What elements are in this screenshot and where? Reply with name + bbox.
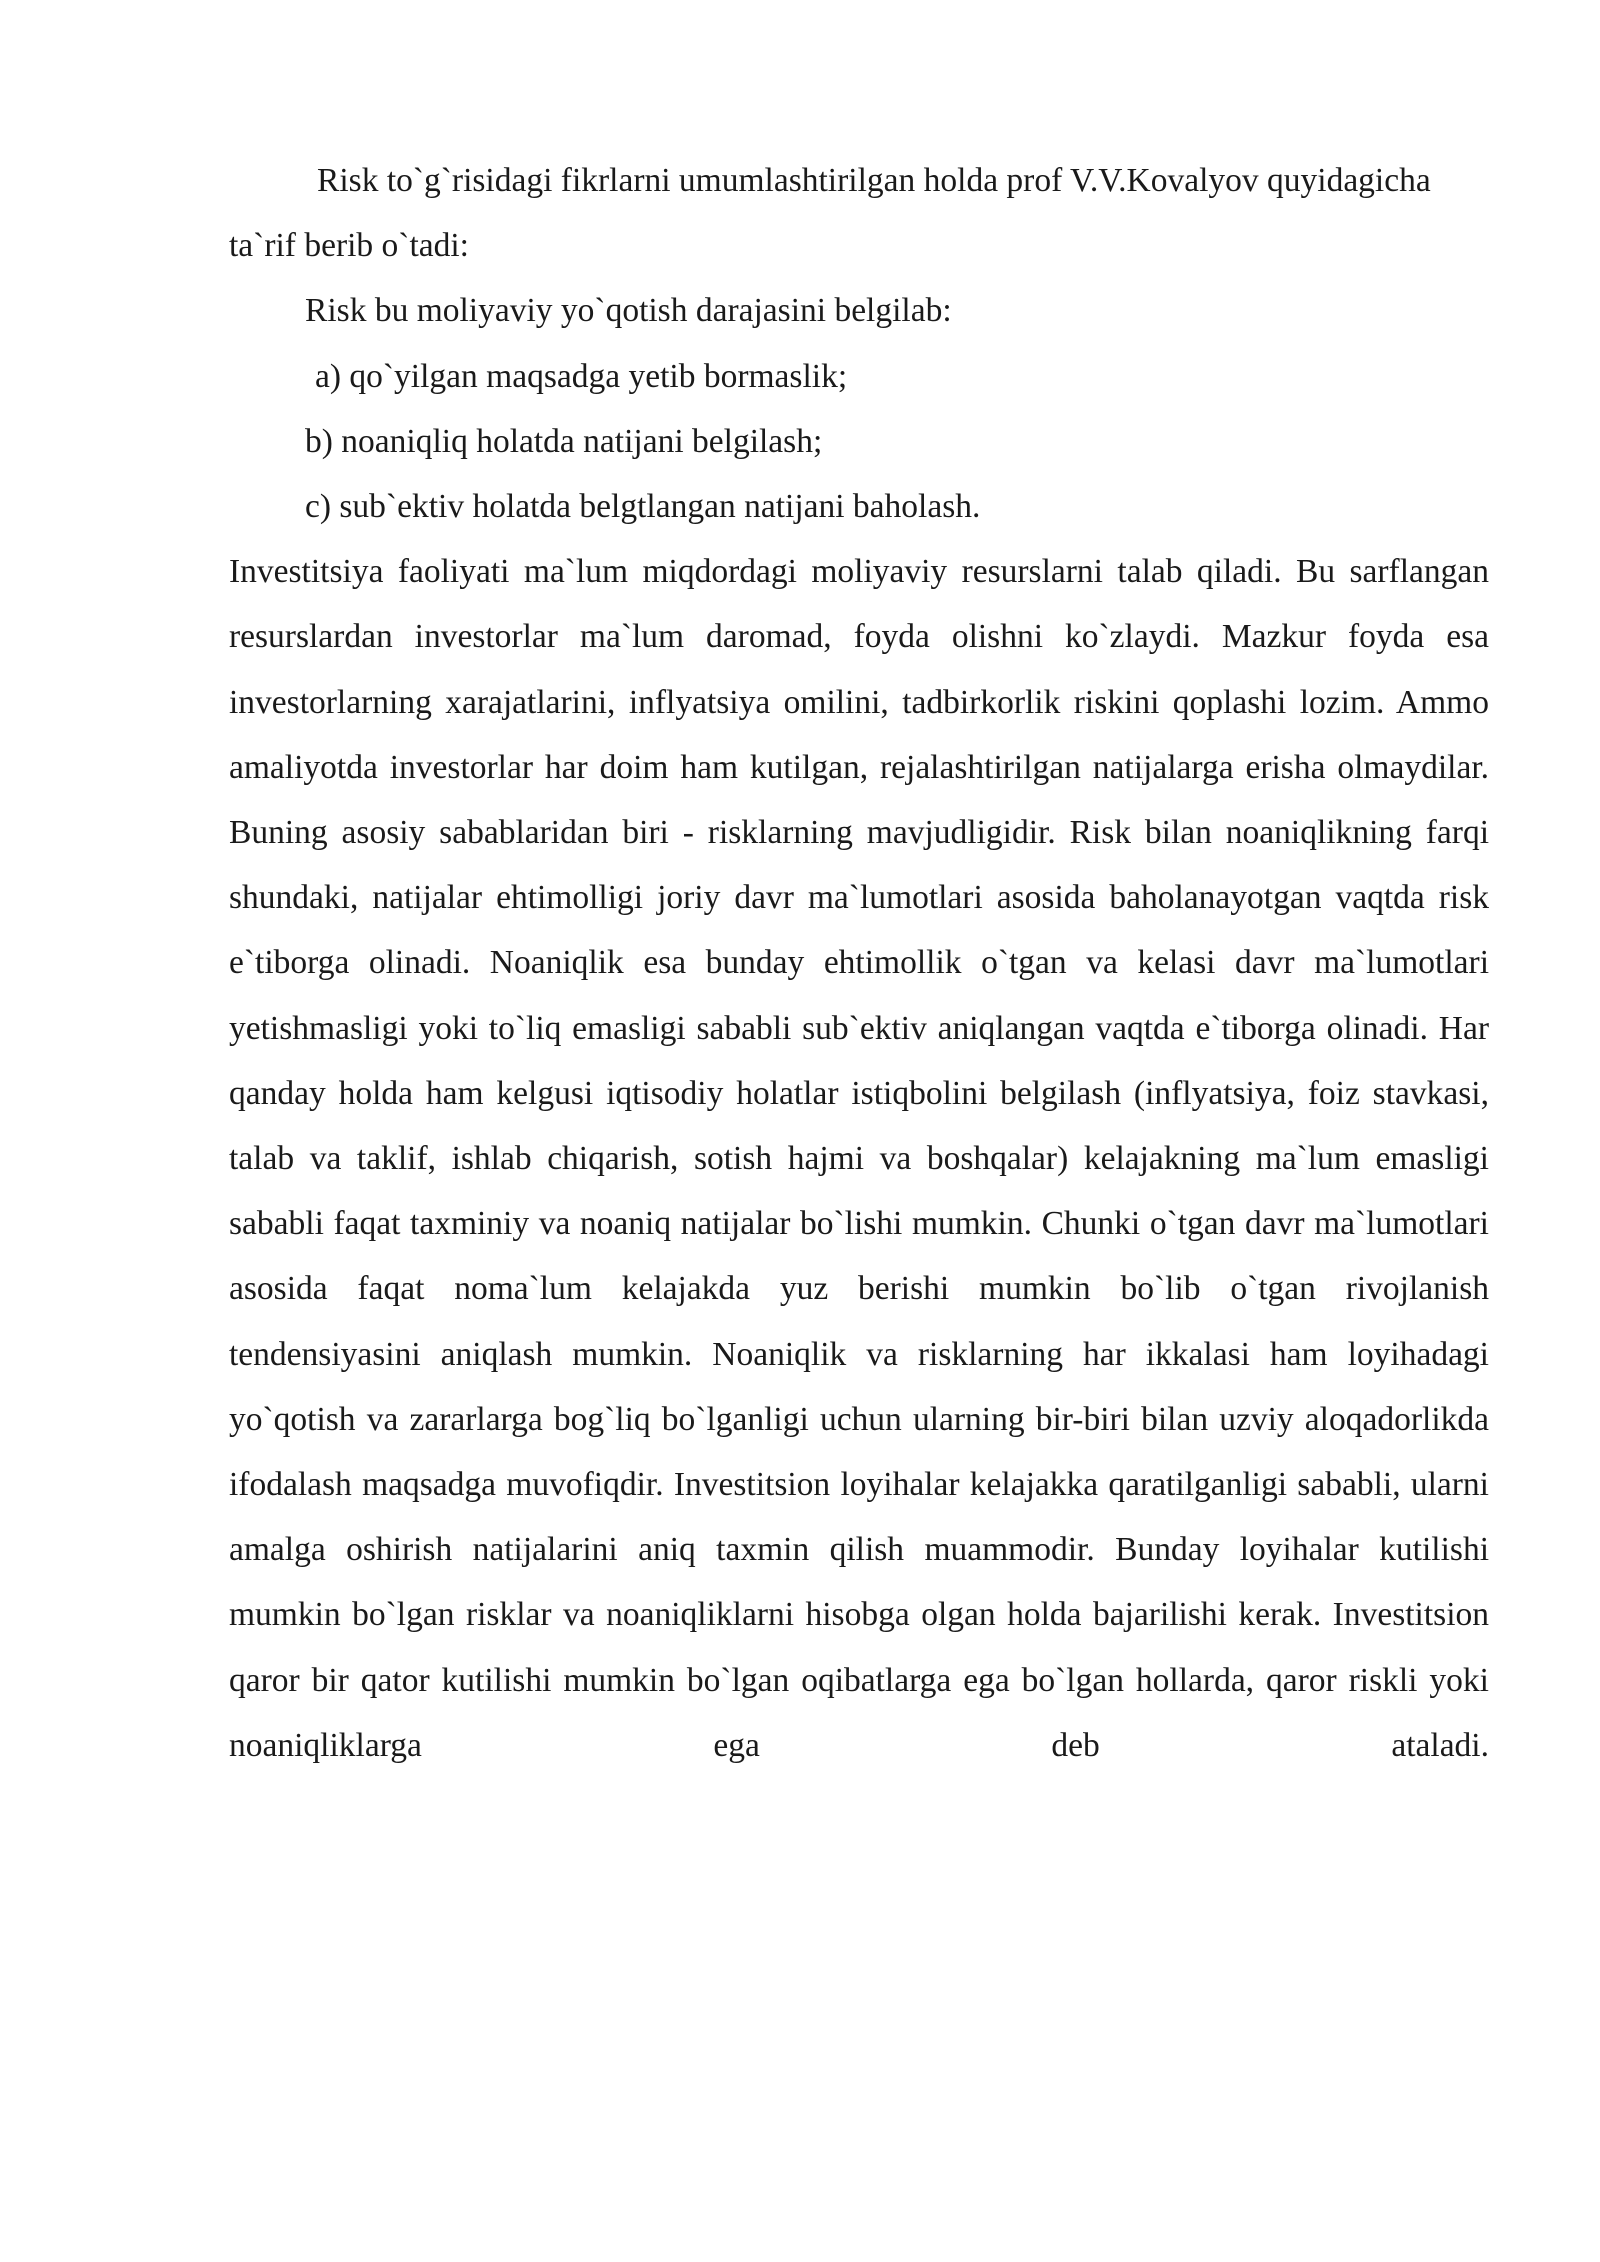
definition-item-c: c) sub`ektiv holatda belgtlangan natijani baholash. <box>305 488 981 526</box>
definition-item-b: b) noaniqliq holatda natijani belgilash; <box>305 422 823 460</box>
document-page <box>229 148 1489 1778</box>
definition-lead: Risk bu moliyaviy yo`qotish darajasini belgilab: <box>305 292 952 330</box>
definition-item-a: a) qo`yilgan maqsadga yetib bormaslik; <box>315 357 848 395</box>
intro-paragraph: Risk to`g`risidagi fikrlarni umumlashtirilgan holda prof V.V.Kovalyov quyidagicha ta`rif berib o`tadi: <box>229 162 1431 265</box>
body-paragraph: Investitsiya faoliyati ma`lum miqdordagi moliyaviy resurslarni talab qiladi. Bu sarflangan resurslardan investorlar ma`lum daromad, foyda olishni ko`zlaydi. Mazkur foyda esa investorlarning xarajatlarini, inflyatsiya omilini, tadbirkorlik riskini qoplashi lozim. Ammo amaliyotda investorlar har doim ham kutilgan, rejalashtirilgan natijalarga erisha olmaydilar. Buning asosiy sabablaridan biri - risklarning mavjudligidir. Risk bilan noaniqlikning farqi shundaki, natijalar ehtimolligi joriy davr ma`lumotlari asosida baholanayotgan vaqtda risk e`tiborga olinadi. Noaniqlik esa bunday ehtimollik o`tgan va kelasi davr ma`lumotlari yetishmasligi yoki to`liq emasligi sababli sub`ektiv aniqlangan vaqtda e`tiborga olinadi. Har qanday holda ham kelgusi iqtisodiy holatlar istiqbolini belgilash (inflyatsiya, foiz stavkasi, talab va taklif, ishlab chiqarish, sotish hajmi va boshqalar) kelajakning ma`lum emasligi sababli faqat taxminiy va noaniq natijalar bo`lishi mumkin. Chunki o`tgan davr ma`lumotlari asosida faqat noma`lum kelajakda yuz berishi mumkin bo`lib o`tgan rivojlanish tendensiyasini aniqlash mumkin. Noaniqlik va risklarning har ikkalasi ham loyihadagi yo`qotish va zararlarga bog`liq bo`lganligi uchun ularning bir-biri bilan uzviy aloqadorlikda ifodalash maqsadga muvofiqdir. Investitsion loyihalar kelajakka qaratilganligi sababli, ularni amalga oshirish natijalarini aniq taxmin qilish muammodir. Bunday loyihalar kutilishi mumkin bo`lgan risklar va noaniqliklarni hisobga olgan holda bajarilishi kerak. Investitsion qaror bir qator kutilishi mumkin bo`lgan oqibatlarga ega bo`lgan hollarda, qaror riskli yoki noaniqliklarga ega deb ataladi. <box>229 553 1489 1764</box>
